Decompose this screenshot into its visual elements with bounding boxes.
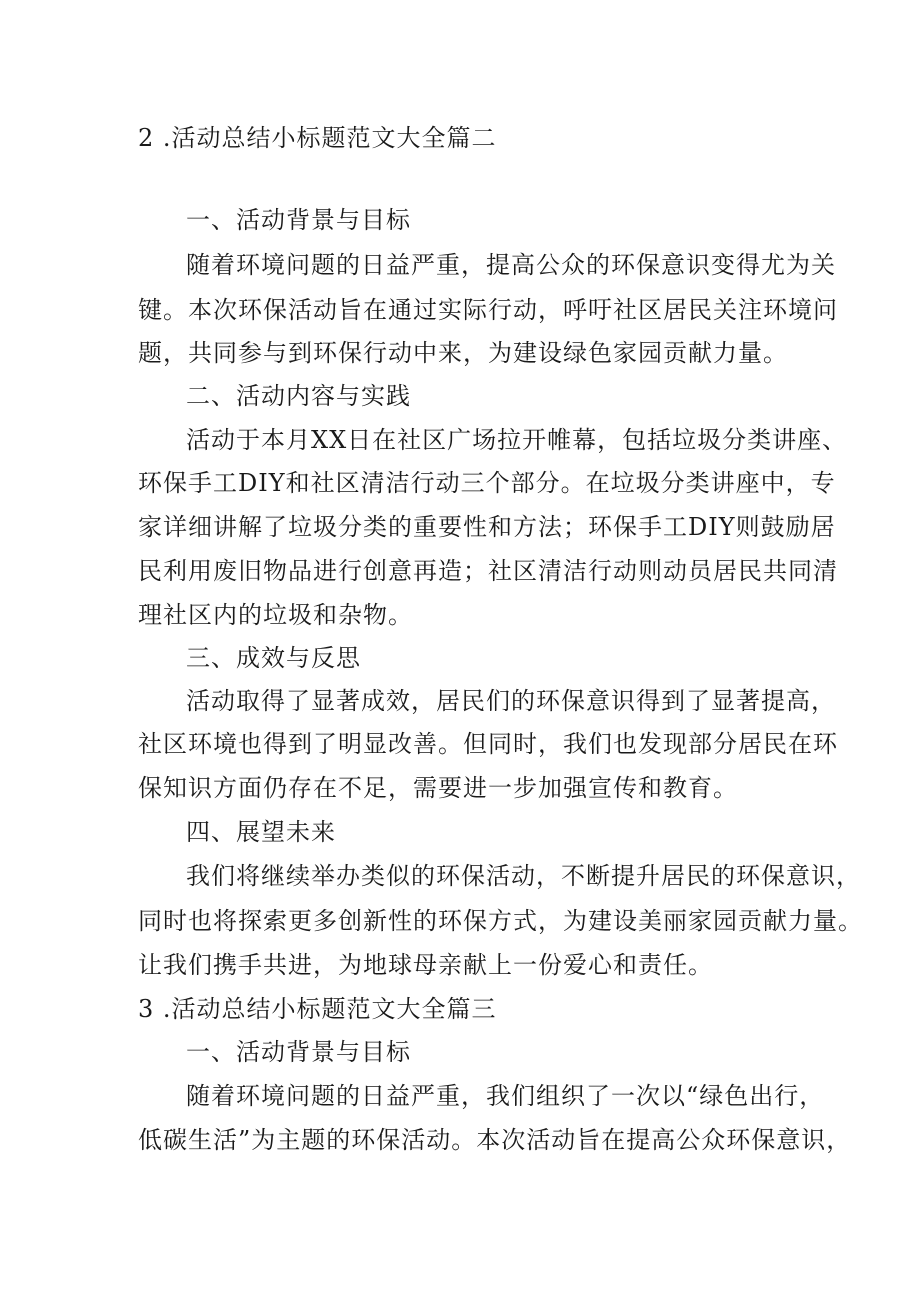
paragraph-line: 活动取得了显著成效，居民们的环保意识得到了显著提高， xyxy=(186,687,836,715)
section-heading-2: 2 .活动总结小标题范文大全篇二 xyxy=(138,124,497,152)
paragraph-line: 我们将继续举办类似的环保活动，不断提升居民的环保意识， xyxy=(186,862,861,890)
paragraph-line: 随着环境问题的日益严重，提高公众的环保意识变得尤为关 xyxy=(186,251,836,279)
section-heading-3: 3 .活动总结小标题范文大全篇三 xyxy=(138,995,497,1023)
paragraph-line: 低碳生活”为主题的环保活动。本次活动旨在提高公众环保意识， xyxy=(138,1126,852,1154)
paragraph-line: 民利用废旧物品进行创意再造；社区清洁行动则动员居民共同清 xyxy=(138,557,838,585)
paragraph-line: 随着环境问题的日益严重，我们组织了一次以“绿色出行， xyxy=(186,1082,825,1110)
paragraph-line: 保知识方面仍存在不足，需要进一步加强宣传和教育。 xyxy=(138,774,738,802)
paragraph-line: 家详细讲解了垃圾分类的重要性和方法；环保手工DIY则鼓励居 xyxy=(138,513,836,541)
subheading-content-practice: 二、活动内容与实践 xyxy=(186,382,411,410)
paragraph-line: 同时也将探索更多创新性的环保方式，为建设美丽家园贡献力量。 xyxy=(138,907,863,935)
subheading-results-reflection: 三、成效与反思 xyxy=(186,644,361,672)
paragraph-line: 社区环境也得到了明显改善。但同时，我们也发现部分居民在环 xyxy=(138,730,838,758)
subheading-background-goals: 一、活动背景与目标 xyxy=(186,206,411,234)
subheading-background-goals: 一、活动背景与目标 xyxy=(186,1038,411,1066)
paragraph-line: 环保手工DIY和社区清洁行动三个部分。在垃圾分类讲座中，专 xyxy=(138,469,836,497)
paragraph-line: 让我们携手共进，为地球母亲献上一份爱心和责任。 xyxy=(138,951,713,979)
paragraph-line: 题，共同参与到环保行动中来，为建设绿色家园贡献力量。 xyxy=(138,339,788,367)
subheading-outlook: 四、展望未来 xyxy=(186,818,336,846)
paragraph-line: 理社区内的垃圾和杂物。 xyxy=(138,601,413,629)
paragraph-line: 键。本次环保活动旨在通过实际行动，呼吁社区居民关注环境问 xyxy=(138,296,838,324)
paragraph-line: 活动于本月XX日在社区广场拉开帷幕，包括垃圾分类讲座、 xyxy=(186,426,848,454)
